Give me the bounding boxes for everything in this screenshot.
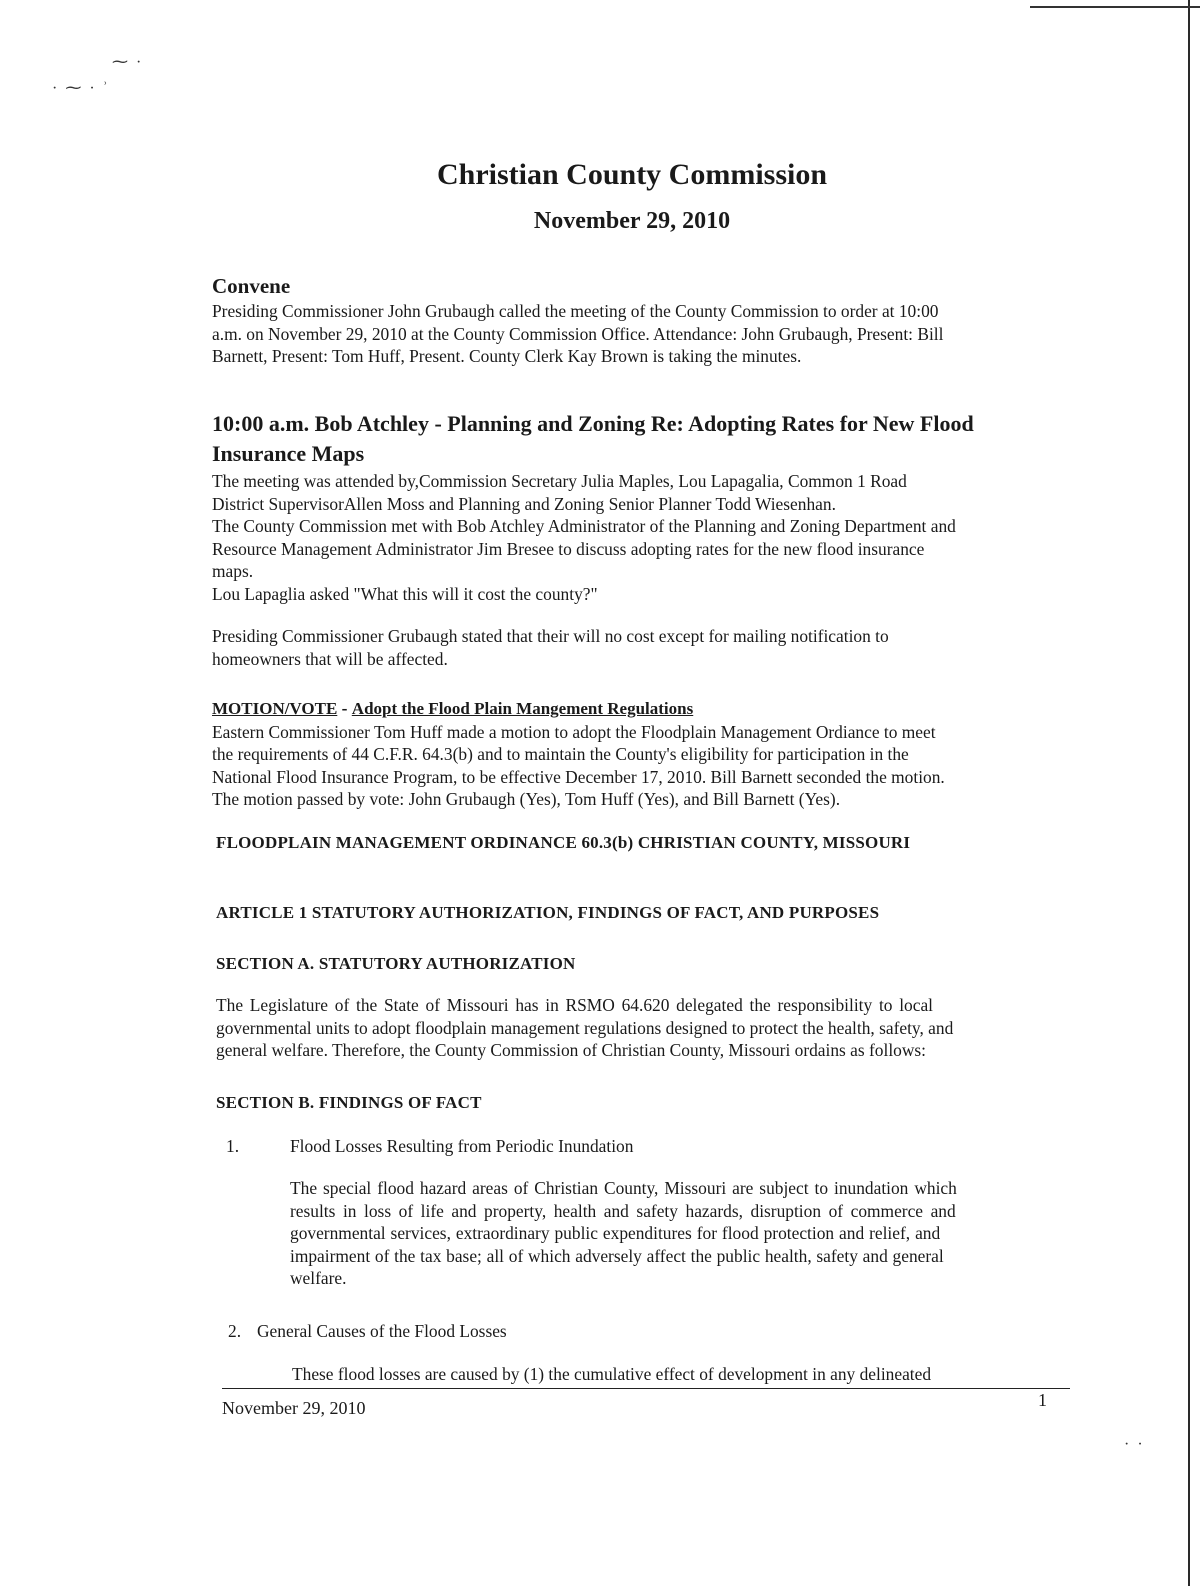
finding-item-1-line: The special flood hazard areas of Christian County, Missouri are subject to inundation which	[290, 1178, 957, 1198]
agenda-line: The meeting was attended by,Commission Secretary Julia Maples, Lou Lapagalia, Common 1 Road	[212, 471, 907, 491]
agenda-line: The County Commission met with Bob Atchley Administrator of the Planning and Zoning Department and	[212, 516, 956, 536]
section-a-body	[216, 994, 1064, 1062]
footer-date: November 29, 2010	[222, 1398, 366, 1418]
agenda-heading-line: Insurance Maps	[212, 441, 365, 466]
section-a-line: governmental units to adopt floodplain management regulations designed to protect the health, safety, and	[216, 1017, 954, 1038]
agenda-response-line: Presiding Commissioner Grubaugh stated that their will no cost except for mailing notification to	[212, 626, 889, 646]
section-b-heading: SECTION B. FINDINGS OF FACT	[216, 1093, 482, 1112]
section-a-line: general welfare. Therefore, the County Commission of Christian County, Missouri ordains as follows:	[216, 1040, 927, 1060]
finding-item-1-number: 1.	[226, 1136, 240, 1156]
scan-artifact-marks-2: · ⁓ · ʾ	[52, 80, 110, 97]
motion-line: National Flood Insurance Program, to be effective December 17, 2010. Bill Barnett seconded the motion.	[212, 766, 945, 787]
scan-edge-line	[1188, 0, 1190, 1586]
convene-line: a.m. on November 29, 2010 at the County Commission Office. Attendance: John Grubaugh, Present: Bill	[212, 323, 944, 344]
article-heading: ARTICLE 1 STATUTORY AUTHORIZATION, FINDINGS OF FACT, AND PURPOSES	[216, 903, 880, 922]
finding-item-1-line: governmental services, extraordinary public expenditures for flood protection and relief, and	[290, 1223, 941, 1243]
motion-line: the requirements of 44 C.F.R. 64.3(b) and to maintain the County's eligibility for participation in the	[212, 744, 909, 764]
section-a-heading: SECTION A. STATUTORY AUTHORIZATION	[216, 954, 576, 973]
agenda-response-line: homeowners that will be affected.	[212, 648, 448, 669]
finding-item-1-line: results in loss of life and property, health and safety hazards, disruption of commerce and	[290, 1200, 956, 1221]
agenda-heading-line: 10:00 a.m. Bob Atchley - Planning and Zoning Re: Adopting Rates for New Flood	[212, 411, 974, 436]
motion-line: Eastern Commissioner Tom Huff made a motion to adopt the Floodplain Management Ordiance to meet	[212, 721, 936, 742]
motion-line: The motion passed by vote: John Grubaugh (Yes), Tom Huff (Yes), and Bill Barnett (Yes).	[212, 789, 841, 809]
finding-item-2-body	[292, 1363, 1068, 1386]
scan-artifact-marks-3: · ·	[1124, 1436, 1145, 1453]
section-a-line: The Legislature of the State of Missouri has in RSMO 64.620 delegated the responsibility to local	[216, 995, 934, 1015]
document-title: Christian County Commission	[436, 158, 828, 191]
agenda-line: Lou Lapaglia asked "What this will it cost the county?"	[212, 583, 598, 604]
document-date: November 29, 2010	[533, 208, 731, 234]
convene-line: Barnett, Present: Tom Huff, Present. County Clerk Kay Brown is taking the minutes.	[212, 346, 802, 366]
scan-artifact-marks: ⁓ ·	[112, 54, 144, 71]
finding-item-1-line: welfare.	[290, 1268, 347, 1288]
finding-item-2-number: 2.	[228, 1321, 242, 1341]
motion-section	[212, 697, 1062, 811]
motion-heading	[212, 697, 1062, 721]
agenda-line: District SupervisorAllen Moss and Planning and Zoning Senior Planner Todd Wiesenhan.	[212, 493, 836, 514]
agenda-item-section	[212, 408, 1062, 670]
ordinance-title: FLOODPLAIN MANAGEMENT ORDINANCE 60.3(b) CHRISTIAN COUNTY, MISSOURI	[216, 833, 911, 852]
agenda-line: maps.	[212, 561, 254, 581]
convene-line: Presiding Commissioner John Grubaugh called the meeting of the County Commission to order at 10:00	[212, 301, 939, 321]
motion-heading-title: Adopt the Flood Plain Mangement Regulations	[351, 699, 694, 718]
finding-item-2-title: General Causes of the Flood Losses	[257, 1321, 507, 1341]
convene-section	[212, 272, 1062, 368]
motion-heading-prefix: MOTION/VOTE	[212, 699, 338, 718]
footer-rule	[222, 1388, 1070, 1389]
agenda-item-heading	[212, 408, 1062, 470]
finding-item-2-line: These flood losses are caused by (1) the cumulative effect of development in any delineated	[292, 1364, 932, 1384]
finding-item-1-body	[290, 1177, 1066, 1290]
motion-heading-separator: -	[337, 698, 352, 718]
page-number: 1	[1038, 1390, 1047, 1410]
scan-top-line	[1030, 6, 1200, 8]
finding-item-1-line: impairment of the tax base; all of which adversely affect the public health, safety and general	[290, 1245, 944, 1266]
agenda-line: Resource Management Administrator Jim Bresee to discuss adopting rates for the new flood insurance	[212, 538, 925, 559]
finding-item-1-title: Flood Losses Resulting from Periodic Inundation	[290, 1136, 634, 1156]
convene-heading: Convene	[212, 274, 291, 298]
